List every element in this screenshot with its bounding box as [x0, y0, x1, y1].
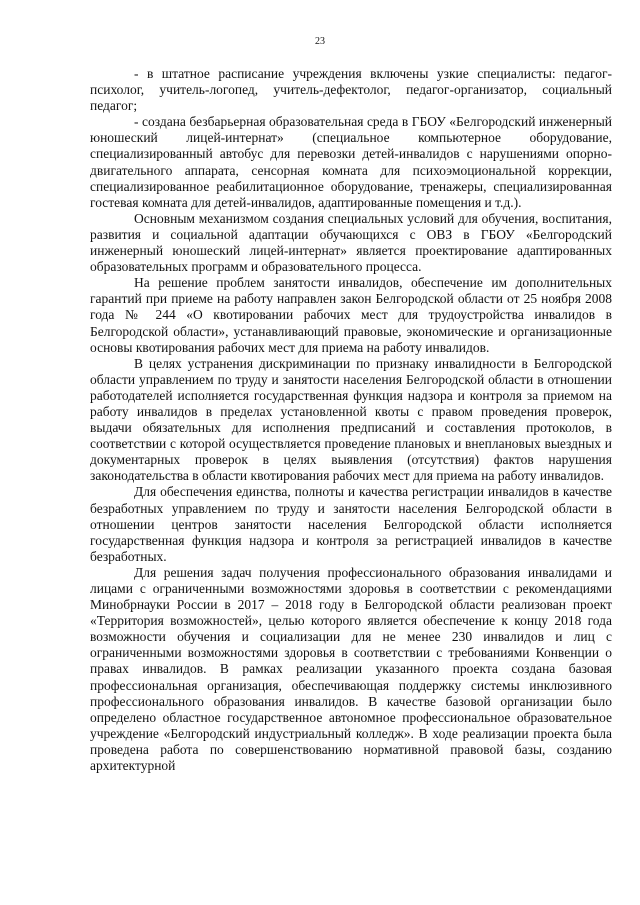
- paragraph-barrier-free-environment: - создана безбарьерная образовательная среда в ГБОУ «Белгородский инженерный юношеский лицей-интернат» (специальное компьютерное оборудование, специализированный автобус для перевозки детей-инвалидов с нарушениями опорно-двигательного аппарата, сенсорная комната для психоэмоциональной коррекции, специализированное реабилитационное оборудование, тренажеры, специализированная гостевая комната для детей-инвалидов, адаптированные помещения и т.д.).: [90, 114, 612, 210]
- page-number: 23: [315, 36, 325, 47]
- paragraph-main-mechanism: Основным механизмом создания специальных условий для обучения, воспитания, развития и социальной адаптации обучающихся с ОВЗ в ГБОУ «Белгородский инженерный юношеский лицей-интернат» является проектирование адаптированных образовательных программ и образовательного процесса.: [90, 210, 612, 275]
- paragraph-unemployment-registration: Для обеспечения единства, полноты и качества регистрации инвалидов в качестве безработных управлением по труду и занятости населения Белгородской области в отношении центров занятости населения Белгородской области исполняется государственная функция надзора и контроля за регистрацией инвалидов в качестве безработных.: [90, 484, 612, 564]
- paragraph-specialists: - в штатное расписание учреждения включены узкие специалисты: педагог-психолог, учитель-логопед, учитель-дефектолог, педагог-организатор, социальный педагог;: [90, 66, 612, 114]
- document-body: [90, 66, 612, 774]
- paragraph-discrimination-control: В целях устранения дискриминации по признаку инвалидности в Белгородской области управлением по труду и занятости населения Белгородской области в отношении работодателей исполняется государственная функция надзора и контроля за приемом на работу инвалидов в пределах установленной квоты с правом проведения проверок, выдачи обязательных для исполнения предписаний и составления протоколов, в соответствии с которой осуществляется проведение плановых и внеплановых выездных и документарных проверок в целях выявления (отсутствия) фактов нарушения законодательства в области квотирования рабочих мест для приема на работу инвалидов.: [90, 355, 612, 484]
- paragraph-employment-law: На решение проблем занятости инвалидов, обеспечение им дополнительных гарантий при приеме на работу направлен закон Белгородской области от 25 ноября 2008 года № 244 «О квотировании рабочих мест для трудоустройства инвалидов в Белгородской области», устанавливающий правовые, экономические и организационные основы квотирования рабочих мест для приема на работу инвалидов.: [90, 275, 612, 355]
- paragraph-vocational-education: Для решения задач получения профессионального образования инвалидами и лицами с ограниченными возможностями здоровья в соответствии с рекомендациями Минобрнауки России в 2017 – 2018 году в Белгородской области реализован проект «Территория возможностей», целью которого является обеспечение к концу 2018 года возможности обучения и социализации для не менее 230 инвалидов и лиц с ограниченными возможностями здоровья в соответствии с требованиями Конвенции о правах инвалидов. В рамках реализации указанного проекта создана базовая профессиональная организация, обеспечивающая поддержку системы инклюзивного профессионального образования инвалидов. В качестве базовой организации было определено областное государственное автономное профессиональное образовательное учреждение «Белгородский индустриальный колледж». В ходе реализации проекта была проведена работа по совершенствованию нормативной правовой базы, созданию архитектурной: [90, 564, 612, 774]
